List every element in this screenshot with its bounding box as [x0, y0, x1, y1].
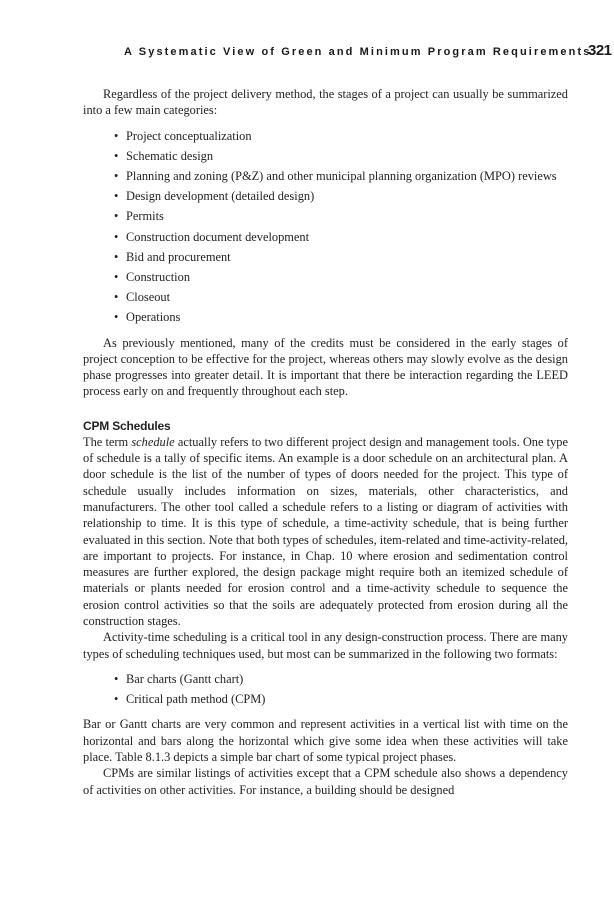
- list-item: • Operations: [126, 309, 568, 325]
- list-item: • Construction: [126, 269, 568, 285]
- list-item: • Bid and procurement: [126, 249, 568, 265]
- list-item: • Planning and zoning (P&Z) and other municipal planning organization (MPO) reviews: [126, 168, 568, 184]
- list-item: • Schematic design: [126, 148, 568, 164]
- paragraph-gantt-charts: Bar or Gantt charts are very common and represent activities in a vertical list with time on the horizontal and bars along the horizontal which give some idea when these activities will take place. Table 8.1.3 depicts a simple bar chart of some typical project phases.: [83, 717, 568, 764]
- paragraph-activity-time-scheduling: Activity-time scheduling is a critical tool in any design-construction process. There are many types of scheduling techniques used, but most can be summarized in the following two formats:: [83, 630, 568, 661]
- intro-paragraph: Regardless of the project delivery method, the stages of a project can usually be summarized into a few main categories:: [83, 87, 568, 118]
- list-item: • Project conceptualization: [126, 128, 568, 144]
- page-body: [83, 86, 568, 798]
- running-head-title: A Systematic View of Green and Minimum Program Requirements: [124, 46, 592, 58]
- paragraph-leed-process: As previously mentioned, many of the credits must be considered in the early stages of project conception to be effective for the project, whereas others may slowly evolve as the design phase progresses into greater detail. It is important that there be interaction regarding the LEED process early on and frequently throughout each step.: [83, 335, 568, 399]
- text-run: The term: [83, 434, 132, 449]
- text-run: actually refers to two different project design and management tools. One type of schedule is a tally of specific items. An example is a door schedule on an architectural plan. A door schedule is the list of the number of types of doors needed for the project. This type of schedule usually includes information on sizes, materials, other characteristics, and manufacturers. The other tool called a schedule refers to a listing or diagram of activities with relationship to time. It is this type of schedule, a time-activity schedule, that is being further evaluated in this section. Note that both types of schedules, item-related and time-activity-related, are important to projects. For instance, in Chap. 10 where erosion and sedimentation control measures are further explored, the design package might require both an itemized schedule of materials or plants needed for erosion control and a time-activity schedule to sequence the erosion control activities so that the soils are adequately protected from erosion during all the construction stages.: [83, 434, 568, 629]
- paragraph-schedule-definition: [83, 434, 568, 630]
- italic-term: schedule: [131, 434, 175, 449]
- list-item: • Critical path method (CPM): [126, 691, 568, 707]
- list-item: • Construction document development: [126, 229, 568, 245]
- scheduling-formats-list: [83, 671, 568, 707]
- list-item: • Bar charts (Gantt chart): [126, 671, 568, 687]
- list-item: • Permits: [126, 208, 568, 224]
- list-item: • Closeout: [126, 289, 568, 305]
- list-item: • Design development (detailed design): [126, 188, 568, 204]
- section-heading-cpm-schedules: CPM Schedules: [83, 418, 171, 433]
- project-stages-list: [83, 128, 568, 326]
- page-number: 321: [588, 42, 612, 59]
- paragraph-cpm-dependency: CPMs are similar listings of activities except that a CPM schedule also shows a dependency of activities on other activities. For instance, a building should be designed: [83, 766, 568, 797]
